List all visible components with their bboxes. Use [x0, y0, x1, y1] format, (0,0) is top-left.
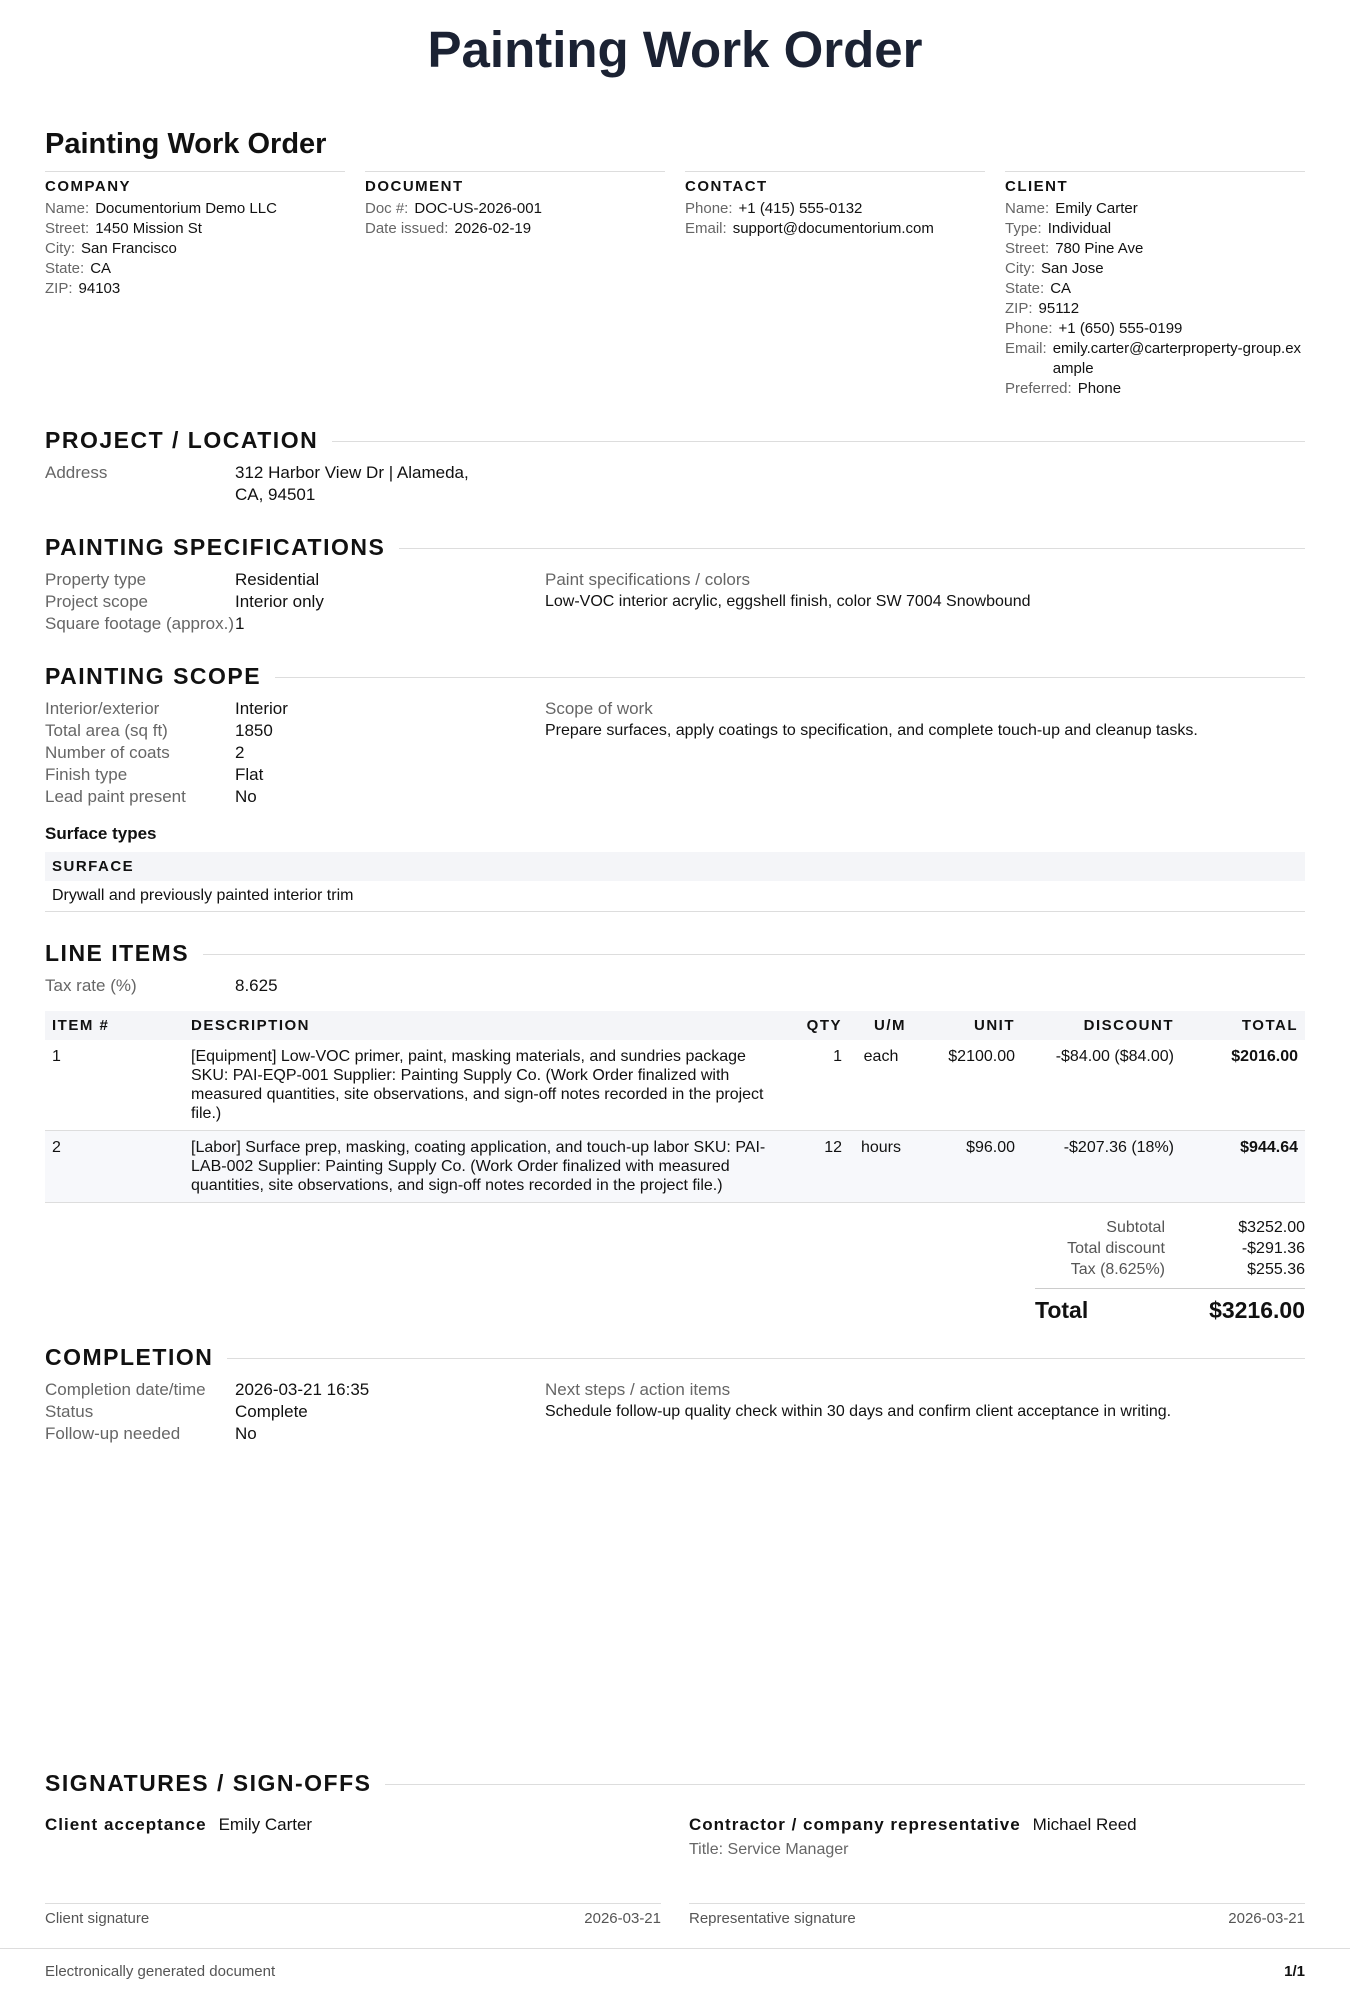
company-block — [45, 171, 345, 399]
note-label: Scope of work — [545, 699, 653, 718]
spec-row: Square footage (approx.) 1 — [45, 614, 245, 633]
client-role: Client acceptance — [45, 1815, 207, 1834]
scope-row: Finish type Flat — [45, 765, 264, 784]
table-row: 1 [Equipment] Low-VOC primer, paint, masking materials, and sundries package SKU: PAI-EQP-001 Supplier: Painting Supply Co. (Work Order finalized with measured quantities, site observations, and sign-off notes recorded in the project file.) 1 each $2100.00 -$84.00 ($84.00) $2016.00 — [45, 1040, 1305, 1131]
header-info — [45, 171, 1305, 399]
company-field: Name: Documentorium Demo LLC — [45, 200, 277, 217]
contact-field: Email: support@documentorium.com — [685, 220, 934, 237]
document-heading: DOCUMENT — [365, 178, 464, 195]
table-row: 2 [Labor] Surface prep, masking, coating application, and touch-up labor SKU: PAI-LAB-002 Supplier: Painting Supply Co. (Work Order finalized with measured quantities, site observations, and sign-off notes recorded in the project file.) 12 hours $96.00 -$207.36 (18%) $944.64 — [45, 1131, 1305, 1203]
rep-role: Contractor / company representative — [689, 1815, 1021, 1834]
client-field: Type: Individual — [1005, 220, 1112, 237]
rep-title: Title: Service Manager — [689, 1841, 849, 1858]
note-label: Paint specifications / colors — [545, 570, 751, 589]
client-field: Street: 780 Pine Ave — [1005, 240, 1144, 257]
completion-row: Completion date/time 2026-03-21 16:35 — [45, 1380, 370, 1399]
line-items-table — [45, 1011, 1305, 1203]
section-heading: COMPLETION — [45, 1344, 214, 1370]
client-signer-name: Emily Carter — [218, 1815, 313, 1834]
document-field: Doc #: DOC-US-2026-001 — [365, 200, 542, 217]
spec-row: Project scope Interior only — [45, 592, 324, 611]
scope-row: Total area (sq ft) 1850 — [45, 721, 273, 740]
surface-heading: Surface types — [45, 824, 157, 843]
page-title: Painting Work Order — [427, 21, 923, 78]
client-block — [1005, 171, 1305, 399]
contact-block — [685, 171, 985, 399]
discount-row: Total discount -$291.36 — [1067, 1240, 1305, 1257]
contact-heading: CONTACT — [685, 178, 768, 195]
signatures-section — [45, 1770, 1305, 1927]
divider — [385, 1784, 1305, 1785]
note-value: Schedule follow-up quality check within 30 days and confirm client acceptance in writing. — [545, 1403, 1172, 1420]
company-field: City: San Francisco — [45, 240, 177, 257]
note-value: Prepare surfaces, apply coatings to specification, and complete touch-up and cleanup tasks. — [545, 722, 1198, 739]
note-value: Low-VOC interior acrylic, eggshell finish, color SW 7004 Snowbound — [545, 593, 1031, 610]
client-field: Preferred: Phone — [1005, 380, 1122, 397]
grand-total-row: Total $3216.00 — [1035, 1288, 1305, 1324]
tax-row: Tax (8.625%) $255.36 — [1070, 1261, 1305, 1278]
col-discount: DISCOUNT — [1022, 1011, 1181, 1040]
client-field: Phone: +1 (650) 555-0199 — [1005, 320, 1183, 337]
col-qty: QTY — [790, 1011, 849, 1040]
col-unit: UNIT — [913, 1011, 1022, 1040]
divider — [227, 1358, 1305, 1359]
section-heading: LINE ITEMS — [45, 940, 190, 966]
subtotal-row: Subtotal $3252.00 — [1106, 1219, 1305, 1236]
page-number: 1/1 — [1284, 1963, 1305, 1980]
completion-row: Follow-up needed No — [45, 1424, 257, 1443]
document-block — [365, 171, 665, 399]
company-field: State: CA — [45, 260, 112, 277]
section-heading: PROJECT / LOCATION — [45, 427, 319, 453]
section-heading: SIGNATURES / SIGN-OFFS — [45, 1770, 372, 1796]
scope-section — [45, 663, 1305, 912]
client-field: State: CA — [1005, 280, 1072, 297]
divider — [399, 548, 1305, 549]
client-heading: CLIENT — [1005, 178, 1069, 195]
footer-note: Electronically generated document — [45, 1963, 276, 1980]
col-um: U/M — [849, 1011, 913, 1040]
completion-section — [45, 1344, 1305, 1445]
page-footer — [0, 1948, 1350, 1980]
rep-signature-line[interactable]: Representative signature 2026-03-21 — [689, 1903, 1305, 1927]
col-total: TOTAL — [1181, 1011, 1305, 1040]
spec-row: Property type Residential — [45, 570, 320, 589]
specs-section — [45, 534, 1305, 635]
client-signature-line[interactable]: Client signature 2026-03-21 — [45, 1903, 661, 1927]
client-signature-block — [45, 1815, 661, 1927]
client-field: Name: Emily Carter — [1005, 200, 1138, 217]
surface-table — [45, 852, 1305, 912]
document-subtitle: Painting Work Order — [45, 128, 327, 160]
company-field: Street: 1450 Mission St — [45, 220, 202, 237]
col-description: DESCRIPTION — [184, 1011, 790, 1040]
totals-block — [1035, 1217, 1305, 1324]
note-label: Next steps / action items — [545, 1380, 731, 1399]
section-heading: PAINTING SCOPE — [45, 663, 262, 689]
divider — [332, 441, 1305, 442]
surface-cell: Drywall and previously painted interior trim — [45, 881, 1305, 912]
address-row: Address 312 Harbor View Dr | Alameda, CA, 94501 — [45, 463, 469, 504]
tax-rate-row: Tax rate (%) 8.625 — [45, 976, 278, 995]
project-section — [45, 427, 1305, 506]
contact-field: Phone: +1 (415) 555-0132 — [685, 200, 863, 217]
rep-signer-name: Michael Reed — [1032, 1815, 1137, 1834]
client-field: Email: emily.carter@carterproperty-group.example — [1005, 340, 1302, 377]
client-field: City: San Jose — [1005, 260, 1104, 277]
surface-col-header: SURFACE — [45, 852, 1305, 881]
section-heading: PAINTING SPECIFICATIONS — [45, 534, 386, 560]
client-field: ZIP: 95112 — [1005, 300, 1080, 317]
divider — [275, 677, 1305, 678]
divider — [203, 954, 1305, 955]
line-items-section — [45, 940, 1305, 1324]
completion-row: Status Complete — [45, 1402, 308, 1421]
document-field: Date issued: 2026-02-19 — [365, 220, 532, 237]
scope-row: Lead paint present No — [45, 787, 257, 806]
company-heading: COMPANY — [45, 178, 132, 195]
rep-signature-block — [689, 1815, 1305, 1927]
col-item: ITEM # — [45, 1011, 184, 1040]
scope-row: Interior/exterior Interior — [45, 699, 288, 718]
company-field: ZIP: 94103 — [45, 280, 121, 297]
scope-row: Number of coats 2 — [45, 743, 245, 762]
